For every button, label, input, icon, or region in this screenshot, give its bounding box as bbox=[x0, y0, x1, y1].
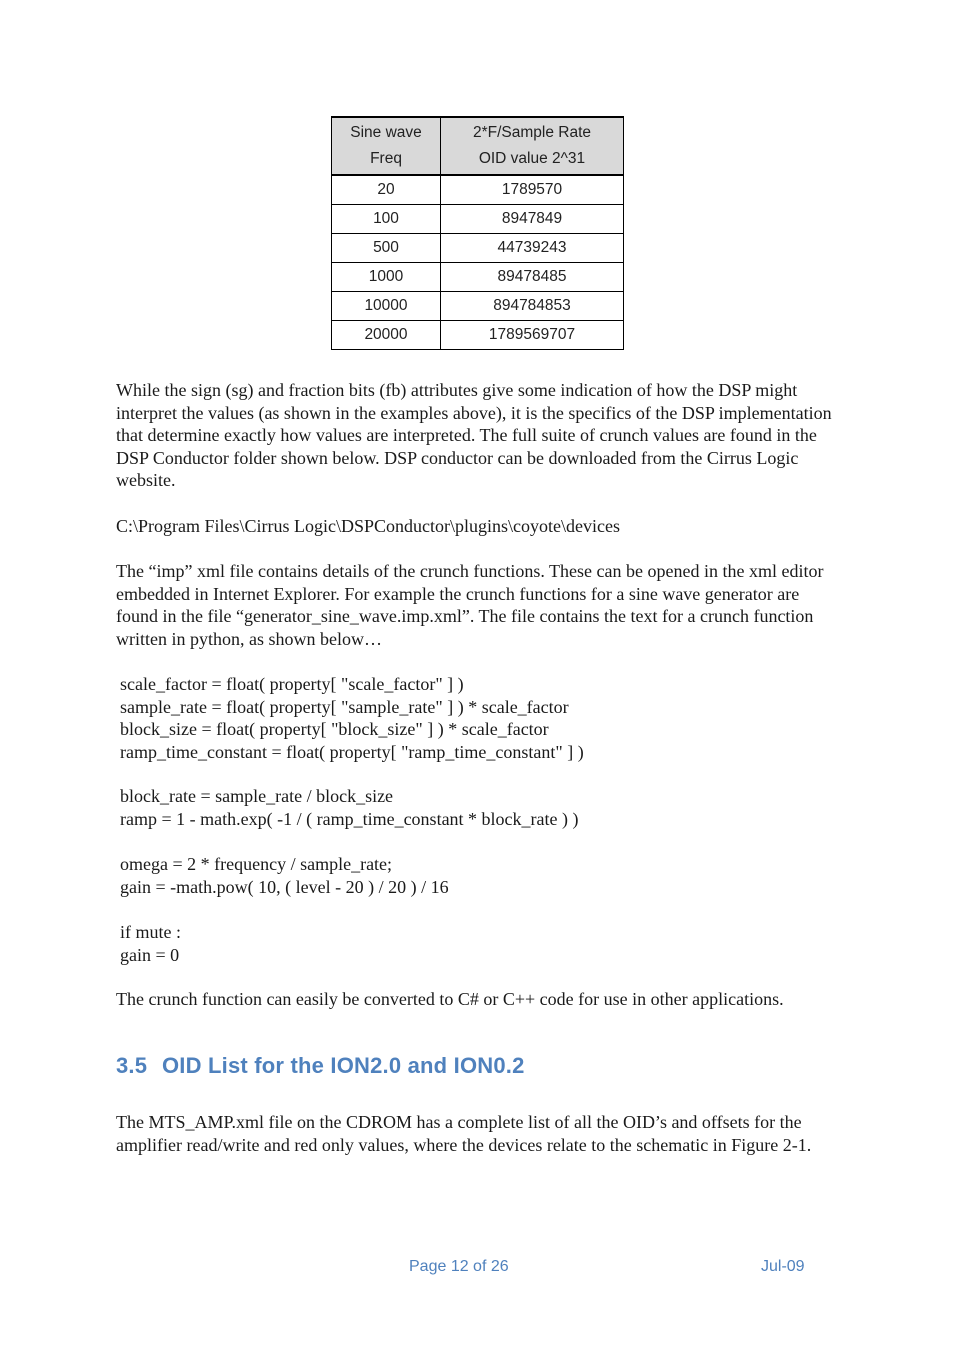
code-block-properties bbox=[120, 673, 840, 763]
footer-page-number: Page 12 of 26 bbox=[409, 1258, 509, 1275]
code-line: block_size = float( property[ "block_size" ] ) * scale_factor bbox=[120, 719, 549, 740]
code-line: scale_factor = float( property[ "scale_factor" ] ) bbox=[120, 674, 464, 694]
header-line: 2*F/Sample Rate bbox=[472, 124, 592, 141]
paragraph-sign-fraction: While the sign (sg) and fraction bits (fb) attributes give some indication of how the DSP might interpret the values (as shown in the examples above), it is the specifics of the DSP implementation that determine exactly how values are interpreted. The full suite of crunch values are found in the DSP Conductor folder shown below. DSP conductor can be downloaded from the Cirrus Logic website. bbox=[116, 380, 832, 491]
table-cell-freq: 1000 bbox=[332, 263, 441, 292]
code-line: ramp_time_constant = float( property[ "ramp_time_constant" ] ) bbox=[120, 741, 584, 762]
table-cell-freq: 500 bbox=[332, 234, 441, 263]
code-line: ramp = 1 - math.exp( -1 / ( ramp_time_constant * block_rate ) ) bbox=[120, 808, 579, 829]
table-row bbox=[332, 321, 624, 350]
paragraph-imp-xml: The “imp” xml file contains details of the crunch functions. These can be opened in the xml editor embedded in Internet Explorer. For example the crunch functions for a sine wave generator are found in the file “generator_sine_wave.imp.xml”. The file contains the text for a crunch function written in python, as shown below… bbox=[116, 561, 824, 649]
table-cell-freq: 10000 bbox=[332, 292, 441, 321]
header-line: Freq bbox=[370, 150, 402, 167]
table-row bbox=[332, 292, 624, 321]
code-line: if mute : bbox=[120, 922, 181, 942]
code-block-gain bbox=[120, 853, 840, 898]
table-row bbox=[332, 263, 624, 292]
paragraph-crunch-conversion: The crunch function can easily be converted to C# or C++ code for use in other applications. bbox=[116, 989, 784, 1009]
folder-path: C:\Program Files\Cirrus Logic\DSPConductor\plugins\coyote\devices bbox=[116, 516, 620, 536]
sine-wave-oid-table bbox=[331, 116, 624, 350]
table-cell-freq: 100 bbox=[332, 205, 441, 234]
code-line: block_rate = sample_rate / block_size bbox=[120, 786, 394, 806]
code-line: gain = -math.pow( 10, ( level - 20 ) / 20 ) / 16 bbox=[120, 876, 449, 897]
table-cell-oid: 44739243 bbox=[441, 234, 624, 263]
table-row bbox=[332, 175, 624, 205]
table-cell-oid: 8947849 bbox=[441, 205, 624, 234]
table-cell-oid: 1789570 bbox=[441, 175, 624, 205]
code-block-mute bbox=[120, 921, 840, 966]
header-line: OID value 2^31 bbox=[478, 150, 586, 167]
section-heading bbox=[116, 1053, 525, 1079]
code-line: sample_rate = float( property[ "sample_rate" ] ) * scale_factor bbox=[120, 696, 569, 717]
code-block-ramp bbox=[120, 785, 840, 830]
code-line: gain = 0 bbox=[120, 944, 180, 965]
header-line: Sine wave bbox=[350, 124, 422, 141]
table-header-oid-value bbox=[441, 117, 624, 175]
table-cell-oid: 89478485 bbox=[441, 263, 624, 292]
table-row bbox=[332, 205, 624, 234]
table-cell-freq: 20 bbox=[332, 175, 441, 205]
section-title: OID List for the ION2.0 and ION0.2 bbox=[162, 1053, 525, 1078]
table-header-freq bbox=[332, 117, 441, 175]
table-cell-freq: 20000 bbox=[332, 321, 441, 350]
table-cell-oid: 894784853 bbox=[441, 292, 624, 321]
code-line: omega = 2 * frequency / sample_rate; bbox=[120, 854, 393, 874]
footer-date: Jul-09 bbox=[761, 1258, 805, 1275]
section-number: 3.5 bbox=[116, 1053, 148, 1078]
table-row bbox=[332, 234, 624, 263]
table-cell-oid: 1789569707 bbox=[441, 321, 624, 350]
paragraph-mts-amp: The MTS_AMP.xml file on the CDROM has a complete list of all the OID’s and offsets for the amplifier read/write and red only values, where the devices relate to the schematic in Figure 2-1. bbox=[116, 1112, 812, 1155]
table-header-row bbox=[332, 117, 624, 175]
